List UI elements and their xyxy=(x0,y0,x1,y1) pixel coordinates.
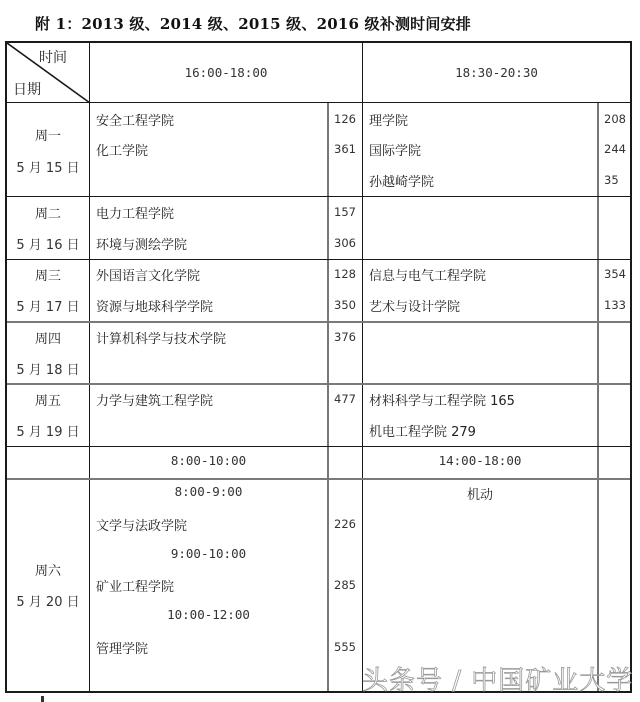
session-time: 8:00-9:00 xyxy=(174,484,243,499)
day-label: 周二 xyxy=(34,207,61,222)
college-name: 计算机科学与技术学院 xyxy=(96,332,227,347)
student-count: 208 xyxy=(604,112,626,126)
day-label: 周六 xyxy=(34,564,61,579)
row-divider-thu xyxy=(7,383,630,385)
college-name: 资源与地球科学学院 xyxy=(96,300,214,315)
college-name: 环境与测绘学院 xyxy=(96,238,188,253)
college-name: 国际学院 xyxy=(369,144,422,159)
student-count: 306 xyxy=(334,236,356,250)
college-name: 电力工程学院 xyxy=(96,207,175,222)
row-divider-header xyxy=(7,102,630,103)
college-name: 矿业工程学院 xyxy=(96,580,175,595)
sat-slot-morning: 8:00-10:00 xyxy=(170,453,247,468)
student-count: 555 xyxy=(334,640,356,654)
col-divider-date xyxy=(89,43,90,691)
student-count: 361 xyxy=(334,142,356,156)
student-count: 350 xyxy=(334,298,356,312)
student-count: 157 xyxy=(334,205,356,219)
footnote-mark xyxy=(41,696,44,702)
row-divider-fri xyxy=(7,446,630,447)
college-with-count: 材料科学与工程学院 165 xyxy=(369,394,515,409)
college-name: 力学与建筑工程学院 xyxy=(96,394,214,409)
watermark: 头条号 / 中国矿业大学 xyxy=(362,666,634,696)
student-count: 244 xyxy=(604,142,626,156)
date-label: 5 月 17 日 xyxy=(16,300,80,315)
row-divider-mon xyxy=(7,196,630,197)
student-count: 477 xyxy=(334,392,356,406)
corner-label-date: 日期 xyxy=(13,82,41,98)
document-title: 附 1：2013 级、2014 级、2015 级、2016 级补测时间安排 xyxy=(35,15,471,33)
student-count: 35 xyxy=(604,173,619,187)
college-name: 理学院 xyxy=(369,114,409,129)
college-name: 文学与法政学院 xyxy=(96,519,188,534)
college-name: 化工学院 xyxy=(96,144,149,159)
sat-slot-afternoon: 14:00-18:00 xyxy=(438,453,522,468)
day-label: 周一 xyxy=(34,129,61,144)
session-time: 9:00-10:00 xyxy=(170,546,247,561)
day-label: 周五 xyxy=(34,394,61,409)
date-label: 5 月 19 日 xyxy=(16,425,80,440)
schedule-table xyxy=(5,41,632,693)
college-name: 管理学院 xyxy=(96,642,149,657)
col-divider-evening xyxy=(362,43,363,691)
student-count: 133 xyxy=(604,298,626,312)
student-count: 126 xyxy=(334,112,356,126)
corner-label-time: 时间 xyxy=(39,50,67,66)
college-name: 外国语言文化学院 xyxy=(96,269,201,284)
col-divider-count-left xyxy=(327,102,329,691)
row-divider-tue xyxy=(7,259,630,260)
session-time: 10:00-12:00 xyxy=(167,607,250,622)
college-name: 孙越崎学院 xyxy=(369,175,435,190)
day-label: 周三 xyxy=(34,269,61,284)
student-count: 376 xyxy=(334,330,356,344)
row-divider-wed xyxy=(7,321,630,323)
college-name: 信息与电气工程学院 xyxy=(369,269,487,284)
flexible-note: 机动 xyxy=(466,488,493,503)
student-count: 226 xyxy=(334,517,356,531)
date-label: 5 月 16 日 xyxy=(16,238,80,253)
date-label: 5 月 20 日 xyxy=(16,595,80,610)
date-label: 5 月 18 日 xyxy=(16,363,80,378)
student-count: 285 xyxy=(334,578,356,592)
college-with-count: 机电工程学院 279 xyxy=(369,425,476,440)
college-name: 安全工程学院 xyxy=(96,114,175,129)
student-count: 128 xyxy=(334,267,356,281)
row-divider-sat-header xyxy=(7,478,630,480)
day-label: 周四 xyxy=(34,332,61,347)
col-divider-count-right xyxy=(597,102,599,691)
header-slot-afternoon: 16:00-18:00 xyxy=(184,65,268,80)
header-slot-evening: 18:30-20:30 xyxy=(455,65,538,80)
student-count: 354 xyxy=(604,267,626,281)
date-label: 5 月 15 日 xyxy=(16,161,80,176)
college-name: 艺术与设计学院 xyxy=(369,300,461,315)
